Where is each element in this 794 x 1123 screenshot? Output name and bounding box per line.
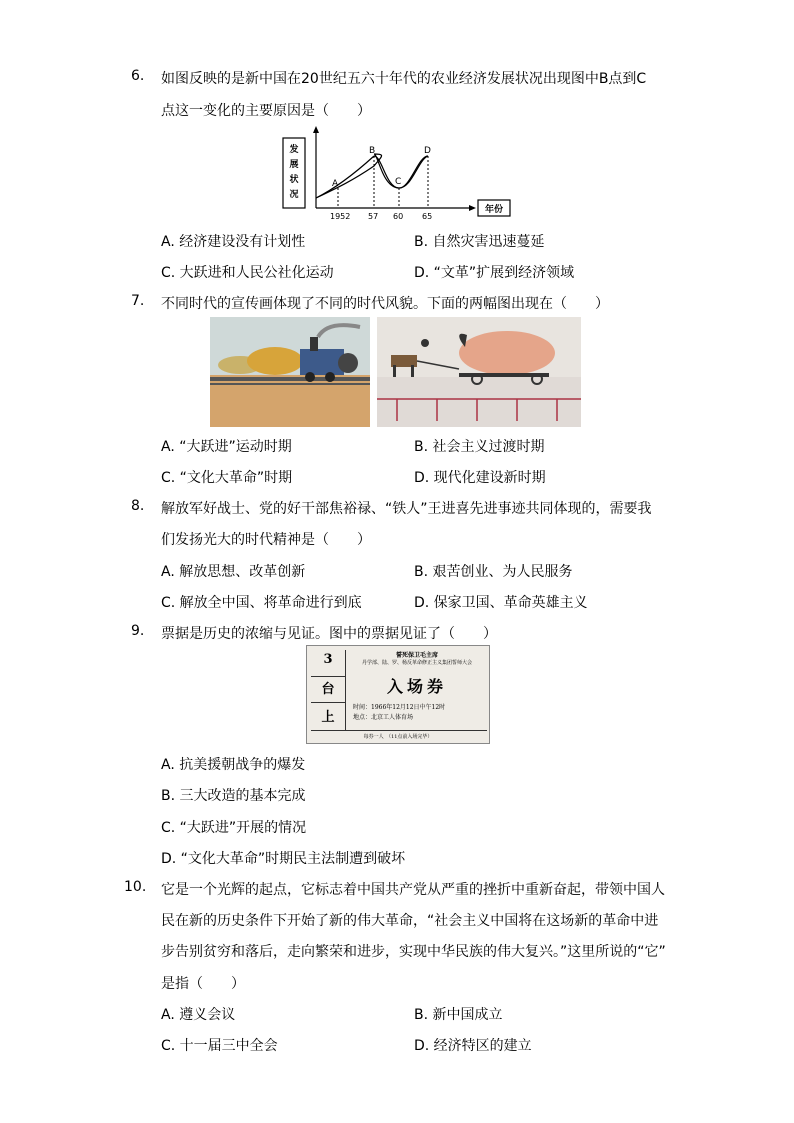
- ticket-header-2: 丹学部、陆、罗、杨反革命修正主义集团誓师大会: [361, 660, 472, 666]
- option-b: B. 三大改造的基本完成: [161, 788, 306, 804]
- development-chart: [282, 126, 512, 222]
- tick-60: 60: [393, 212, 404, 221]
- question-stem-line: 点这一变化的主要原因是（ ）: [161, 103, 371, 119]
- question-stem-line: 不同时代的宣传画体现了不同的时代风貌。下面的两幅图出现在（ ）: [161, 296, 609, 312]
- question-number: 7.: [131, 293, 145, 309]
- option-c: C. “文化大革命”时期: [161, 470, 293, 486]
- option-c: C. “大跃进”开展的情况: [161, 820, 307, 836]
- ticket-image: [306, 645, 490, 744]
- tick-1952: 1952: [330, 212, 351, 221]
- ylabel-char-1: 发: [289, 145, 299, 155]
- ticket-seat-3: 上: [321, 710, 335, 725]
- question-number: 10.: [124, 879, 147, 895]
- ticket-seat-2: 台: [321, 682, 335, 697]
- option-a: A. 经济建设没有计划性: [161, 234, 306, 250]
- option-d: D. “文化大革命”时期民主法制遭到破坏: [161, 851, 406, 867]
- question-number: 9.: [131, 623, 145, 639]
- question-stem-line: 是指（ ）: [161, 976, 245, 992]
- option-a: A. 解放思想、改革创新: [161, 564, 306, 580]
- question-stem-line: 票据是历史的浓缩与见证。图中的票据见证了（ ）: [161, 626, 497, 642]
- option-d: D. “文革”扩展到经济领域: [414, 265, 575, 281]
- tick-57: 57: [368, 212, 379, 221]
- ticket-seat-column: [311, 650, 346, 730]
- option-c: C. 大跃进和人民公社化运动: [161, 265, 334, 281]
- question-stem-line: 们发扬光大的时代精神是（ ）: [161, 532, 371, 548]
- question-number: 8.: [131, 498, 145, 514]
- y-axis-arrow: [313, 126, 319, 133]
- option-a: A. 遵义会议: [161, 1007, 236, 1023]
- point-label-b: B: [369, 146, 376, 156]
- trend-curve: [316, 154, 428, 198]
- xlabel-text: 年份: [484, 205, 504, 215]
- option-a: A. 抗美援朝战争的爆发: [161, 757, 306, 773]
- option-d: D. 现代化建设新时期: [414, 470, 546, 486]
- option-b: B. 艰苦创业、为人民服务: [414, 564, 573, 580]
- option-d: D. 经济特区的建立: [414, 1038, 532, 1054]
- question-stem-line: 它是一个光辉的起点，它标志着中国共产党从严重的挫折中重新奋起，带领中国人: [161, 882, 665, 898]
- ticket-header-1: 誓死保卫毛主席: [395, 652, 438, 659]
- option-a: A. “大跃进”运动时期: [161, 439, 292, 455]
- poster-train-svg: [210, 317, 370, 427]
- option-c: C. 解放全中国、将革命进行到底: [161, 595, 362, 611]
- point-label-a: A: [332, 179, 339, 189]
- question-stem-line: 如图反映的是新中国在20世纪五六十年代的农业经济发展状况出现图中B点到C: [161, 71, 647, 87]
- question-stem-line: 步告别贫穷和落后，走向繁荣和进步，实现中华民族的伟大复兴。”这里所说的“它”: [161, 944, 666, 960]
- poster-cart-svg: [377, 317, 581, 427]
- poster-train-image: [210, 317, 370, 427]
- option-b: B. 新中国成立: [414, 1007, 503, 1023]
- option-b: B. 社会主义过渡时期: [414, 439, 545, 455]
- trend-curve-rise: [316, 156, 374, 198]
- ticket-place: 地点：北京工人体育场: [353, 714, 414, 721]
- ticket-seat-1: 3: [323, 652, 333, 667]
- ylabel-char-4: 况: [289, 190, 299, 200]
- ticket-title: 入场券: [386, 677, 447, 696]
- point-label-c: C: [395, 177, 402, 187]
- tick-65: 65: [422, 212, 433, 221]
- option-b: B. 自然灾害迅速蔓延: [414, 234, 545, 250]
- poster-cart-image: [377, 317, 581, 427]
- ylabel-char-2: 展: [289, 160, 299, 170]
- ticket-footer: 每券一人 （11点前入场完毕）: [363, 734, 433, 740]
- point-label-d: D: [424, 146, 431, 156]
- option-d: D. 保家卫国、革命英雄主义: [414, 595, 588, 611]
- question-stem-line: 民在新的历史条件下开始了新的伟大革命，“社会主义中国将在这场新的革命中进: [161, 913, 659, 929]
- ylabel-char-3: 状: [289, 175, 299, 185]
- option-c: C. 十一届三中全会: [161, 1038, 278, 1054]
- ticket-time: 时间：1966年12月12日中午12时: [353, 704, 446, 711]
- question-stem-line: 解放军好战士、党的好干部焦裕禄、“铁人”王进喜先进事迹共同体现的，需要我: [161, 501, 652, 517]
- chart-svg: [282, 126, 512, 222]
- x-axis-arrow: [469, 205, 476, 211]
- question-number: 6.: [131, 68, 145, 84]
